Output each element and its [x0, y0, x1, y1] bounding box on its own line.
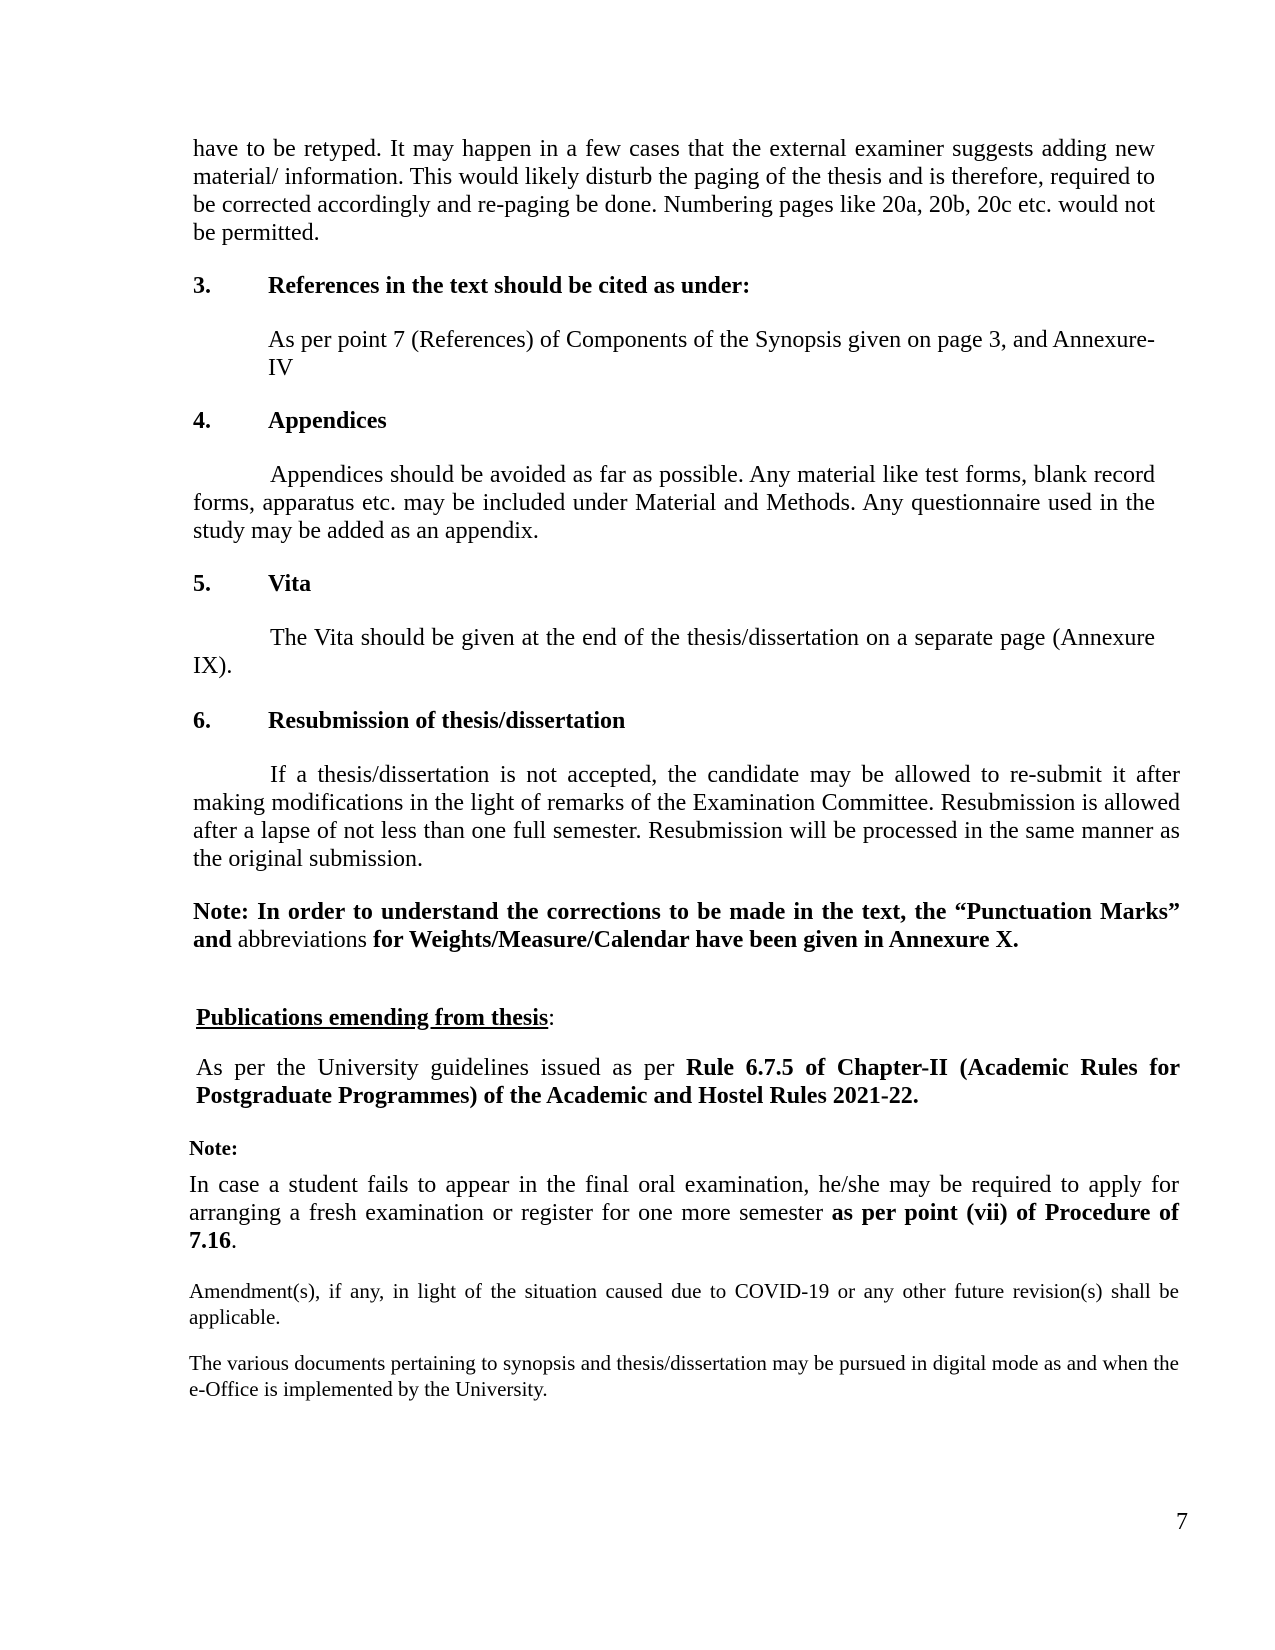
note2-body-plain: In case a student fails to appear in the final oral examination, he/she may be required to apply for arranging a fresh examination or register for one more semester	[189, 1172, 1179, 1226]
section-6-title: Resubmission of thesis/dissertation	[268, 708, 626, 734]
note2-body-end: .	[231, 1228, 237, 1254]
section-3-heading	[193, 272, 750, 300]
section-3-body: As per point 7 (References) of Components of the Synopsis given on page 3, and Annexure-IV	[268, 327, 1155, 381]
publications-heading	[196, 1004, 555, 1032]
section-5-number: 5.	[193, 571, 211, 597]
publications-body	[196, 1054, 1180, 1110]
note2-body-bold: as per point (vii) of Procedure of 7.16	[189, 1200, 1179, 1254]
publications-colon: :	[548, 1005, 555, 1031]
page-number: 7	[1176, 1509, 1188, 1535]
section-6-heading	[193, 707, 625, 735]
note2-body	[189, 1171, 1179, 1255]
section-5-title: Vita	[268, 571, 312, 597]
section-3-number: 3.	[193, 273, 211, 299]
intro-paragraph: have to be retyped. It may happen in a few cases that the external examiner suggests adding new material/ information. This would likely disturb the paging of the thesis and is therefore, required to be corrected accordingly and re-paging be done. Numbering pages like 20a, 20b, 20c etc. would not be permitted.	[193, 136, 1155, 246]
section-3-title: References in the text should be cited as under:	[268, 273, 751, 299]
section-6-body: If a thesis/dissertation is not accepted, the candidate may be allowed to re-submit it after making modifications in the light of remarks of the Examination Committee. Resubmission is allowed after a lapse of not less than one full semester. Resubmission will be processed in the same manner as the original submission.	[193, 762, 1180, 872]
amendment-text: Amendment(s), if any, in light of the situation caused due to COVID-19 or any other future revision(s) shall be applicable.	[189, 1279, 1179, 1329]
section-4-number: 4.	[193, 408, 211, 434]
section-4-title: Appendices	[268, 408, 387, 434]
section-4-heading	[193, 407, 387, 435]
publications-body-bold: Rule 6.7.5 of Chapter-II (Academic Rules for Postgraduate Programmes) of the Academic and Hostel Rules 2021-22.	[196, 1055, 1180, 1109]
publications-body-plain: As per the University guidelines issued as per	[196, 1055, 687, 1081]
section-4-body: Appendices should be avoided as far as possible. Any material like test forms, blank record forms, apparatus etc. may be included under Material and Methods. Any questionnaire used in the study may be added as an appendix.	[193, 462, 1155, 544]
section-5-heading	[193, 570, 311, 598]
note-punctuation-bold-2: for Weights/Measure/Calendar have been given in Annexure X.	[373, 927, 1019, 953]
note-punctuation	[193, 898, 1180, 954]
note2-label: Note:	[189, 1136, 238, 1160]
publications-title: Publications emending from thesis	[196, 1005, 549, 1031]
section-5-body: The Vita should be given at the end of the thesis/dissertation on a separate page (Annexure IX).	[193, 625, 1155, 679]
section-6-number: 6.	[193, 708, 211, 734]
digital-mode-text: The various documents pertaining to synopsis and thesis/dissertation may be pursued in digital mode as and when the e-Office is implemented by the University.	[189, 1351, 1179, 1401]
note-punctuation-bold-1: Note: In order to understand the corrections to be made in the text, the “Punctuation Marks” and	[193, 899, 1180, 953]
note-punctuation-plain: abbreviations	[231, 927, 373, 953]
